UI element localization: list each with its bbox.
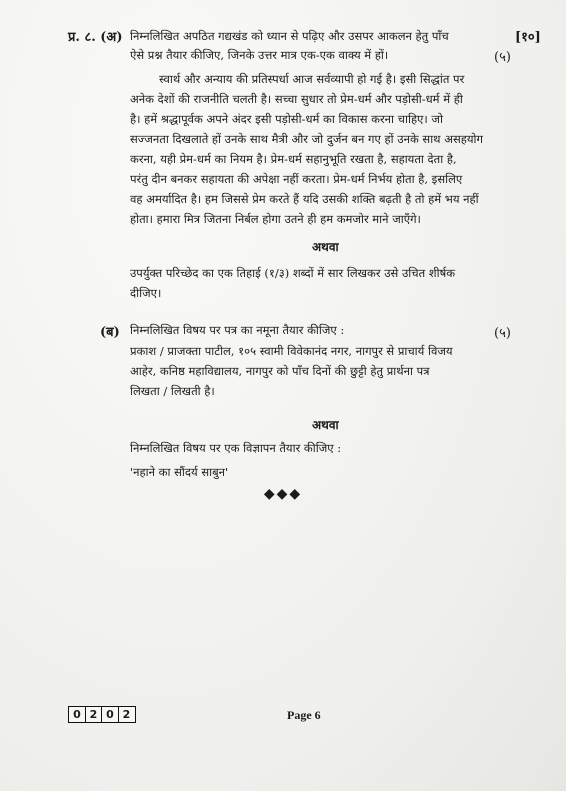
- passage-line: है। हमें श्रद्धापूर्वक अपने अंदर इसी पड़ोसी-धर्म का विकास करना चाहिए। जो: [130, 112, 443, 126]
- passage-line: सज्जनता दिखलाते हों उनके साथ मैत्री और जो दुर्जन बन गए हों उनके साथ असहयोग: [130, 132, 483, 146]
- instruction-line-2: ऐसे प्रश्न तैयार कीजिए, जिनके उत्तर मात्र एक-एक वाक्य में हों।: [130, 48, 389, 62]
- letter-instruction: निम्नलिखित विषय पर पत्र का नमूना तैयार कीजिए :: [130, 323, 345, 337]
- subquestion-label: (ब): [100, 325, 120, 340]
- code-digit: 2: [118, 706, 136, 723]
- letter-body-line: लिखता / लिखती है।: [130, 384, 215, 398]
- or-heading: अथवा: [312, 418, 339, 432]
- section-marks: (५): [494, 50, 511, 65]
- ad-topic: 'नहाने का सौंदर्य साबुन': [130, 465, 229, 479]
- page-number: Page 6: [287, 708, 321, 722]
- passage-line: होता। हमारा मित्र जितना निर्बल होगा उतने ही हम कमजोर माने जाएँगे।: [130, 212, 421, 226]
- passage-line: करना, यही प्रेम-धर्म का नियम है। प्रेम-धर्म सहानुभूति रखता है, सहायता देता है,: [130, 152, 457, 166]
- end-marker: ◆◆◆: [263, 486, 303, 502]
- passage-line: वह अमर्यादित है। हम जिससे प्रेम करते हैं यदि उसकी शक्ति बढ़ती है तो हमें भय नहीं: [130, 192, 479, 206]
- question-number: प्र. ८. (अ): [68, 30, 123, 45]
- letter-body-line: प्रकाश / प्राजक्ता पाटील, १०५ स्वामी विवेकानंद नगर, नागपुर से प्राचार्य विजय: [130, 344, 453, 358]
- or-heading: अथवा: [312, 240, 339, 254]
- instruction-line-1: निम्नलिखित अपठित गद्यखंड को ध्यान से पढ़िए और उसपर आकलन हेतु पाँच: [130, 29, 449, 43]
- passage-line: अनेक देशों की राजनीति चलती है। सच्चा सुधार तो प्रेम-धर्म और पड़ोसी-धर्म में ही: [130, 92, 463, 106]
- passage-line: परंतु दीन बनकर सहायता की अपेक्षा नहीं करता। प्रेम-धर्म निर्भय होता है, इसलिए: [130, 172, 463, 186]
- ad-instruction: निम्नलिखित विषय पर एक विज्ञापन तैयार कीजिए :: [130, 441, 342, 455]
- code-digit: 2: [85, 706, 103, 723]
- section-marks: (५): [494, 326, 511, 341]
- code-digit: 0: [101, 706, 119, 723]
- total-marks: [१०]: [515, 30, 541, 45]
- passage-line: स्वार्थ और अन्याय की प्रतिस्पर्धा आज सर्वव्यापी हो गई है। इसी सिद्धांत पर: [159, 72, 465, 86]
- alt-question-line-1: उपर्युक्त परिच्छेद का एक तिहाई (१/३) शब्दों में सार लिखकर उसे उचित शीर्षक: [130, 266, 456, 280]
- paper-code-boxes: [68, 706, 134, 723]
- letter-body-line: आहेर, कनिष्ठ महाविद्यालय, नागपुर को पाँच दिनों की छुट्टी हेतु प्रार्थना पत्र: [130, 364, 430, 378]
- alt-question-line-2: दीजिए।: [130, 286, 162, 300]
- code-digit: 0: [68, 706, 86, 723]
